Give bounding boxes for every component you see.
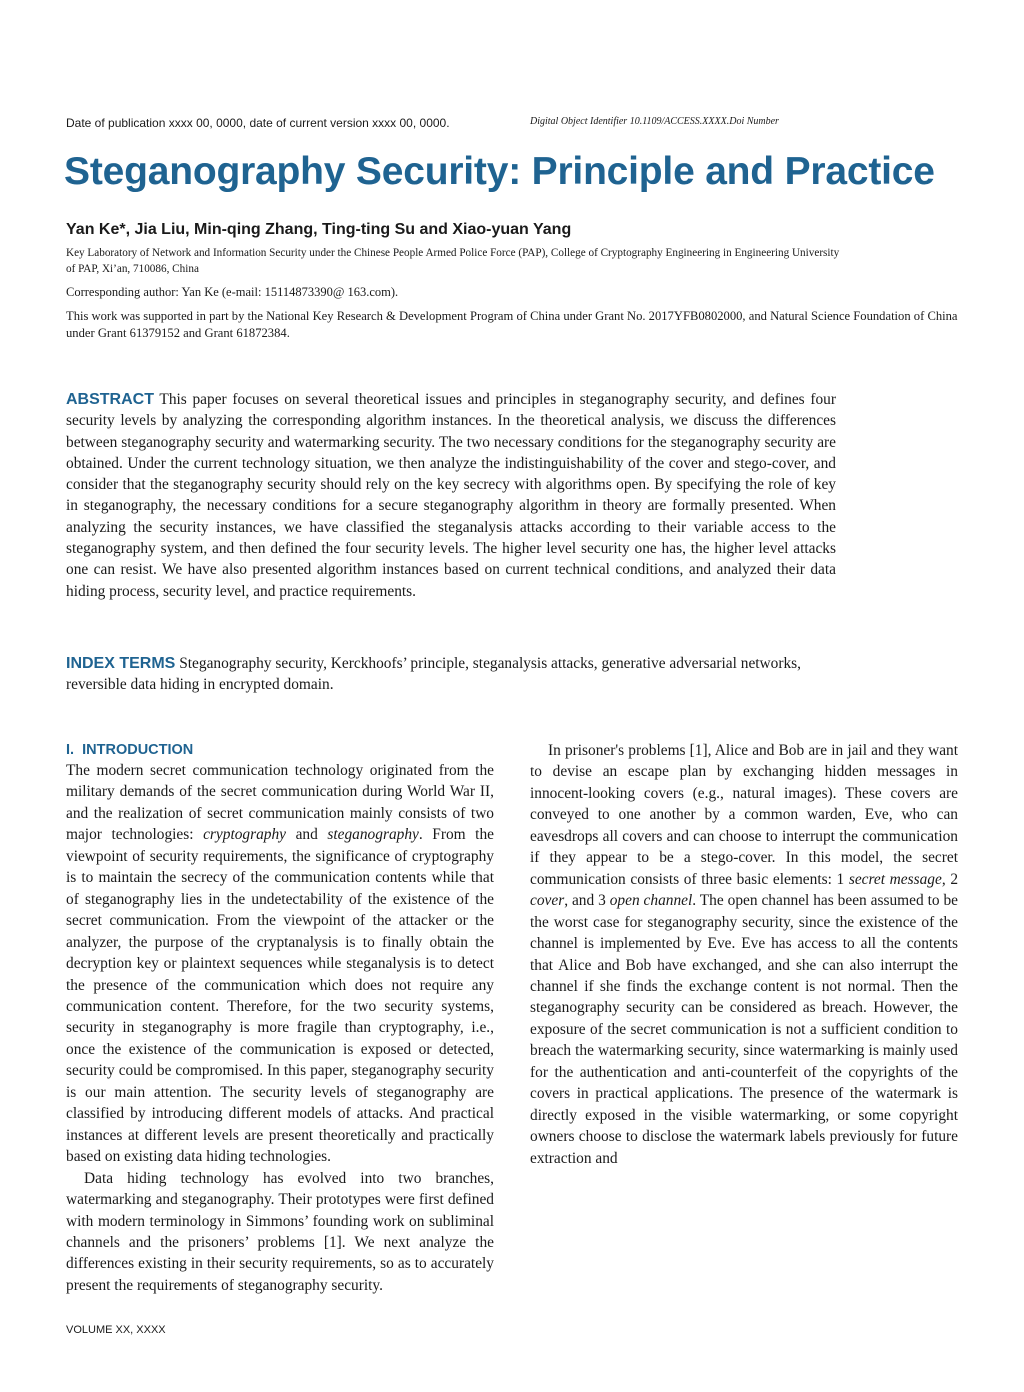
funding-note: This work was supported in part by the National Key Research & Development Program of China under Grant No. 2017YFB0802000, and Natural Science Foundation of China under Grant 61379152 and Grant 61872384.: [66, 309, 958, 340]
volume-footer: VOLUME XX, XXXX: [66, 1324, 166, 1336]
term-open-channel: open channel: [609, 892, 693, 910]
paragraph-text: . The open channel has been assumed to be the worst case for steganography security, since the existence of the channel is implemented by Eve. Eve has access to all the contents that Alice and Bob have exchanged, and she can also interrupt the channel if she finds the exchange content is not normal. Then the steganography security can be considered as breach. However, the exposure of the secret communication is not a sufficient condition to breach the watermarking security, since watermarking is mainly used for the authentication and anti-counterfeit of the copyrights of the covers in practical applications. The presence of the watermark is directly exposed in the visible watermarking, or some copyright owners choose to disclose the watermark labels previously for future extraction and: [530, 892, 958, 1167]
paper-title: Steganography Security: Principle and Practice: [64, 150, 935, 193]
corresponding-author: Corresponding author: Yan Ke (e-mail: 15114873390@ 163.com).: [66, 285, 399, 299]
section-heading-introduction: I. INTRODUCTION: [66, 742, 194, 758]
paragraph-text: In prisoner's problems [1], Alice and Bob are in jail and they want to devise an escape plan by exchanging hidden messages in innocent-looking covers (e.g., natural images). These covers are conveyed to one another by a common warden, Eve, who can eavesdrops all covers and can choose to interrupt the communication if they appear to be a stego-cover. In this model, the secret communication consists of three basic elements: 1: [530, 742, 958, 888]
paragraph-text: , 2: [941, 870, 959, 888]
term-steganography: steganography: [327, 826, 419, 844]
term-secret-message: secret message: [848, 870, 942, 888]
intro-paragraph-3: [530, 740, 958, 1169]
index-terms: [66, 653, 836, 696]
index-terms-text: Steganography security, Kerckhoofs’ principle, steganalysis attacks, generative adversarial networks, reversible data hiding in encrypted domain.: [66, 655, 802, 694]
abstract-text: This paper focuses on several theoretical issues and principles in steganography security, and defines four security levels by analyzing the corresponding algorithm instances. In the theoretical analysis, we discuss the differences between steganography security and watermarking security. The two necessary conditions for the steganography security are obtained. Under the current technology situation, we then analyze the indistinguishability of the cover and stego-cover, and consider that the steganography security should rely on the key secrecy with algorithms open. By specifying the role of key in steganography, the necessary conditions for a secure steganography algorithm in theory are formally presented. When analyzing the security instances, we have classified the steganalysis attacks according to their variable access to the steganography system, and then defined the four security levels. The higher level security one has, the higher level attacks one can resist. We have also presented algorithm instances based on current technical conditions, and analyzed their data hiding process, security level, and practice requirements.: [66, 391, 836, 600]
paragraph-text: The modern secret communication technology originated from the military demands of the secret communication during World War II, and the realization of secret communication mainly consists of two major technologies:: [66, 762, 494, 844]
abstract-label: ABSTRACT: [66, 391, 154, 408]
column-left: [66, 740, 494, 1296]
paragraph-text: and: [286, 826, 328, 844]
intro-paragraph-2: Data hiding technology has evolved into two branches, watermarking and steganography. Their prototypes were first defined with modern terminology in Simmons’ founding work on subliminal channels and the prisoners’ problems [1]. We next analyze the differences existing in their security requirements, so as to accurately present the requirements of steganography security.: [66, 1169, 494, 1294]
paragraph-text: . From the viewpoint of security requirements, the significance of cryptography is to maintain the secrecy of the communication contents while that of steganography lies in the undetectability of the existence of the secret communication. From the viewpoint of the attacker or the analyzer, the purpose of the cryptanalysis is to finally obtain the decryption key or plaintext sequences while steganalysis is to detect the presence of the communication which does not require any communication content. Therefore, for the two security systems, security in steganography is more fragile than cryptography, i.e., once the existence of the communication is exposed or detected, security could be compromised. In this paper, steganography security is our main attention. The security levels of steganography are classified by introducing different models of attacks. And practical instances at different levels are present theoretically and practically based on existing data hiding technologies.: [66, 826, 494, 1166]
doi-identifier: Digital Object Identifier 10.1109/ACCESS.XXXX.Doi Number: [530, 116, 779, 127]
author-list: Yan Ke*, Jia Liu, Min-qing Zhang, Ting-ting Su and Xiao-yuan Yang: [66, 221, 572, 238]
column-right: [530, 740, 958, 1169]
term-cover: cover: [530, 892, 565, 910]
term-cryptography: cryptography: [203, 826, 287, 844]
paragraph-text: , and 3: [564, 892, 610, 910]
abstract: [66, 389, 836, 602]
publication-date: Date of publication xxxx 00, 0000, date of current version xxxx 00, 0000.: [66, 116, 450, 130]
intro-paragraph-1: [66, 760, 494, 1168]
index-terms-label: INDEX TERMS: [66, 655, 176, 672]
affiliation: Key Laboratory of Network and Information Security under the Chinese People Armed Police Force (PAP), College of Cryptography Engineering in Engineering University of PAP, Xi’an, 710086, China: [66, 247, 840, 275]
